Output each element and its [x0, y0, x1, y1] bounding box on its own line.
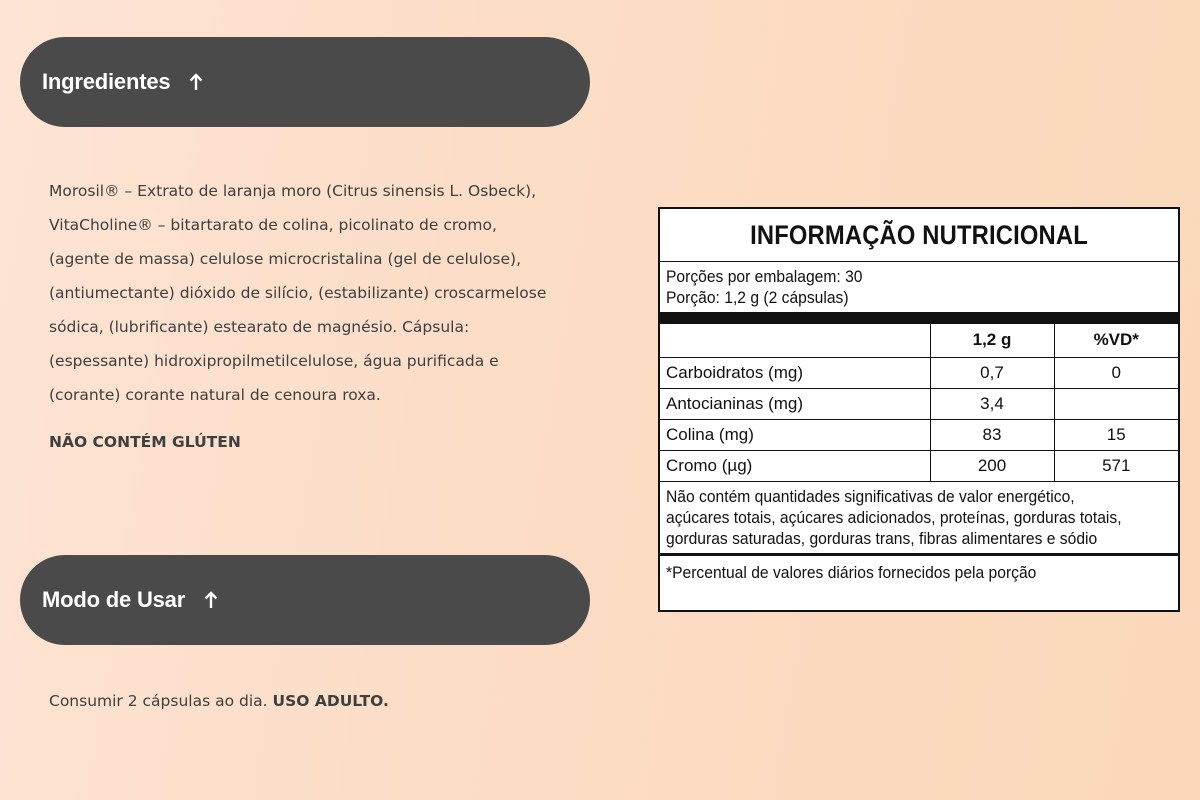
header-nutrient — [660, 324, 930, 357]
nutrition-note-text: Não contém quantidades significativas de valor energético, açúcares totais, açúcares adicionados, proteínas, gorduras totais, gorduras saturadas, gorduras trans, fibras alimentares e sódio — [666, 486, 1122, 548]
nutrition-facts-panel — [658, 207, 1180, 612]
arrow-up-icon — [201, 590, 221, 610]
modo-de-usar-title: Modo de Usar — [42, 587, 186, 612]
nutrition-title: INFORMAÇÃO NUTRICIONAL — [750, 219, 1088, 250]
header-amount: 1,2 g — [930, 324, 1054, 357]
ingredientes-accordion-header[interactable] — [20, 37, 590, 127]
gluten-notice: NÃO CONTÉM GLÚTEN — [49, 433, 241, 451]
nutrient-name: Antocianinas (mg) — [660, 388, 930, 419]
table-row — [660, 450, 1178, 481]
nutrient-dv: 15 — [1054, 419, 1178, 450]
table-row — [660, 388, 1178, 419]
serving-size: Porção: 1,2 g (2 cápsulas) — [666, 288, 849, 307]
nutrition-footnote — [660, 556, 1178, 583]
header-dv: %VD* — [1054, 324, 1178, 357]
nutrition-note — [660, 482, 1178, 556]
nutrition-table — [660, 324, 1178, 482]
arrow-up-icon — [186, 72, 206, 92]
nutrient-dv: 571 — [1054, 450, 1178, 481]
servings-per-package: Porções por embalagem: 30 — [666, 267, 863, 286]
nutrient-amount: 83 — [930, 419, 1054, 450]
nutrient-name: Colina (mg) — [660, 419, 930, 450]
table-row — [660, 419, 1178, 450]
usage-adult-notice: USO ADULTO. — [272, 692, 389, 710]
usage-instruction: Consumir 2 cápsulas ao dia. — [49, 692, 268, 710]
nutrient-amount: 200 — [930, 450, 1054, 481]
ingredientes-title: Ingredientes — [42, 69, 171, 94]
thick-divider — [660, 312, 1178, 324]
nutrient-dv: 0 — [1054, 357, 1178, 388]
nutrient-amount: 0,7 — [930, 357, 1054, 388]
ingredientes-text: Morosil® – Extrato de laranja moro (Citrus sinensis L. Osbeck), VitaCholine® – bitartarato de colina, picolinato de cromo, (agente de massa) celulose microcristalina (gel de celulose), (antiumectante) dióxido de silício, (estabilizante) croscarmelose sódica, (lubrificante) estearato de magnésio. Cápsula: (espessante) hidroxipropilmetilcelulose, água purificada e (corante) corante natural de cenoura roxa. — [49, 182, 547, 404]
nutrient-name: Carboidratos (mg) — [660, 357, 930, 388]
nutrient-amount: 3,4 — [930, 388, 1054, 419]
nutrient-dv — [1054, 388, 1178, 419]
serving-info — [660, 262, 1178, 312]
nutrition-footnote-text: *Percentual de valores diários fornecidos pela porção — [666, 562, 1037, 582]
table-row — [660, 357, 1178, 388]
modo-de-usar-accordion-header[interactable] — [20, 555, 590, 645]
modo-de-usar-text — [49, 692, 389, 710]
nutrient-name: Cromo (µg) — [660, 450, 930, 481]
table-header-row — [660, 324, 1178, 357]
